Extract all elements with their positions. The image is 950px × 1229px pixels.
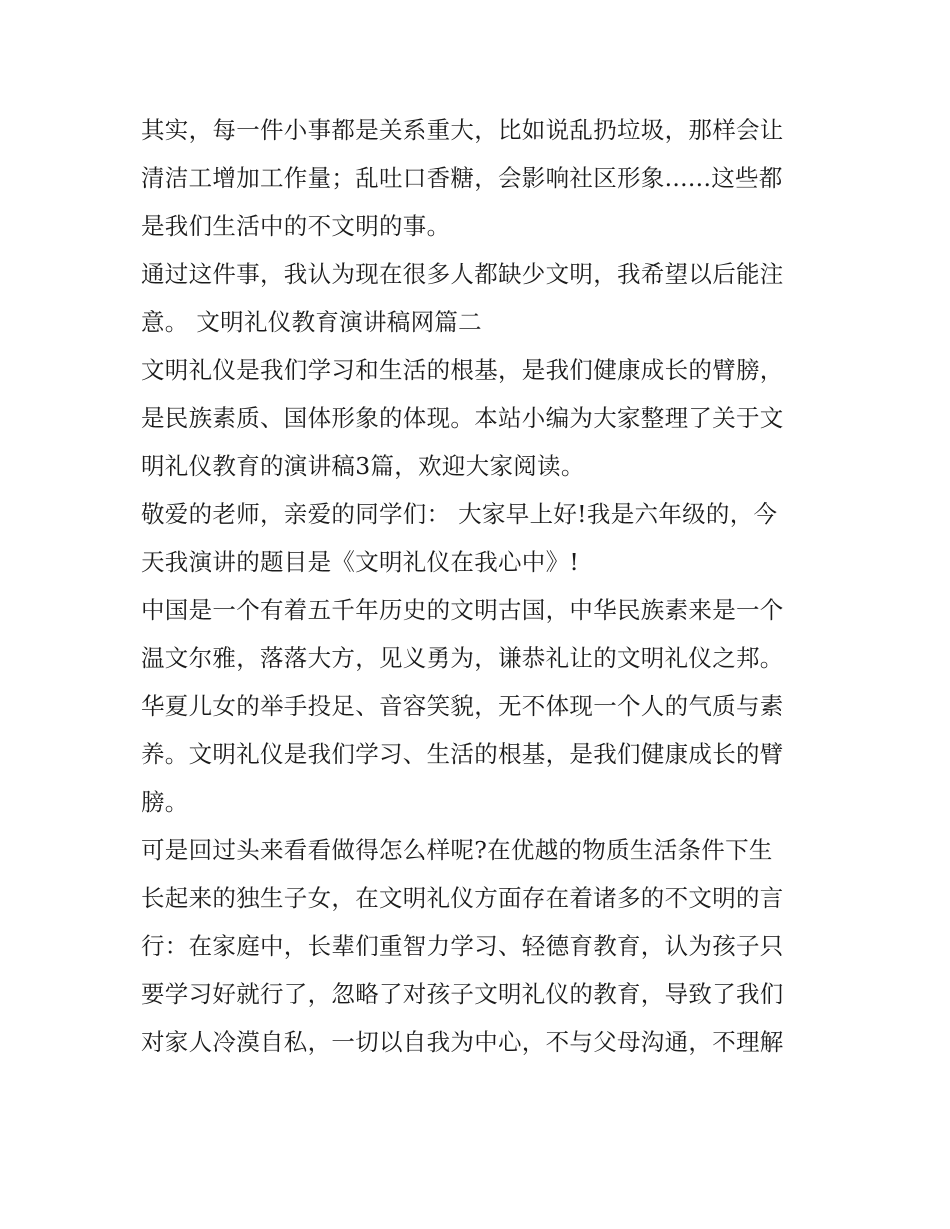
- text-line: 通过这件事，我认为现在很多人都缺少文明，我希望以后能注: [141, 260, 784, 288]
- text-line: 养。文明礼仪是我们学习、生活的根基，是我们健康成长的臂: [141, 740, 784, 768]
- text-line: 文明礼仪是我们学习和生活的根基，是我们健康成长的臂膀，: [141, 356, 784, 384]
- text-line: 可是回过头来看看做得怎么样呢?在优越的物质生活条件下生: [141, 836, 773, 864]
- text-line: 长起来的独生子女，在文明礼仪方面存在着诸多的不文明的言: [141, 884, 784, 912]
- text-line: 要学习好就行了，忽略了对孩子文明礼仪的教育，导致了我们: [141, 980, 784, 1008]
- text-line: 是我们生活中的不文明的事。: [141, 212, 451, 240]
- text-line: 清洁工增加工作量；乱吐口香糖，会影响社区形象......这些都: [141, 164, 783, 192]
- text-line: 膀。: [141, 788, 189, 816]
- text-line: 行：在家庭中，长辈们重智力学习、轻德育教育，认为孩子只: [141, 932, 784, 960]
- text-line: 对家人冷漠自私，一切以自我为中心，不与父母沟通，不理解: [141, 1028, 784, 1056]
- text-line: 中国是一个有着五千年历史的文明古国，中华民族素来是一个: [141, 596, 784, 624]
- text-line: 敬爱的老师，亲爱的同学们： 大家早上好!我是六年级的，今: [141, 500, 778, 528]
- text-line: 明礼仪教育的演讲稿3篇，欢迎大家阅读。: [141, 452, 585, 480]
- text-line: 华夏儿女的举手投足、音容笑貌，无不体现一个人的气质与素: [141, 692, 784, 720]
- document-body: [141, 106, 821, 1066]
- text-line: 意。 文明礼仪教育演讲稿网篇二: [141, 308, 482, 336]
- text-line: 其实，每一件小事都是关系重大，比如说乱扔垃圾，那样会让: [141, 116, 784, 144]
- text-line: 温文尔雅，落落大方，见义勇为，谦恭礼让的文明礼仪之邦。: [141, 644, 784, 672]
- text-line: 是民族素质、国体形象的体现。本站小编为大家整理了关于文: [141, 404, 784, 432]
- text-line: 天我演讲的题目是《文明礼仪在我心中》!: [141, 548, 580, 576]
